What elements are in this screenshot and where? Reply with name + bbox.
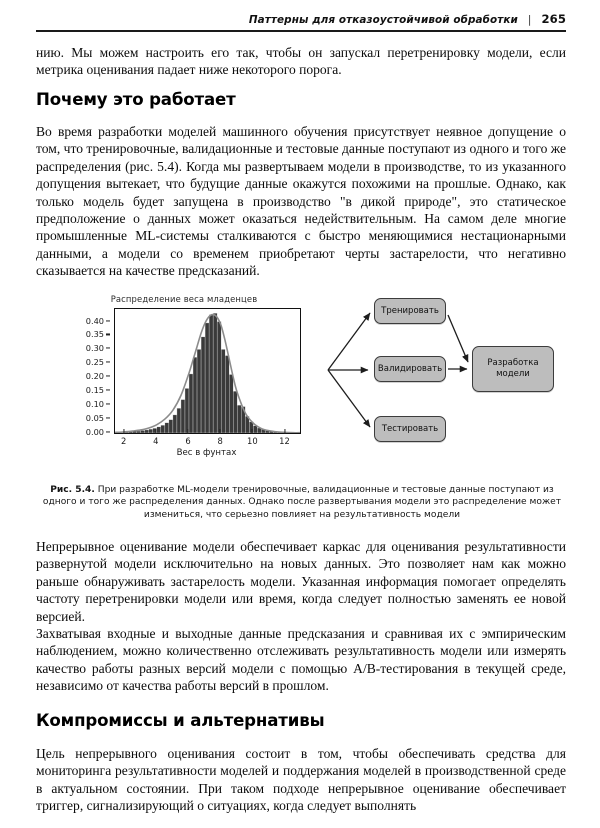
flow-node-train — [374, 298, 446, 324]
flow-node-train-label: Тренировать — [381, 305, 439, 316]
histogram-bar — [213, 313, 217, 433]
flow-node-test — [374, 416, 446, 442]
histogram-bar — [173, 415, 177, 433]
histogram-bar — [181, 400, 185, 433]
chart-x-tick — [220, 429, 221, 434]
histogram-bar — [185, 388, 189, 433]
histogram-bar — [217, 322, 221, 433]
chart-title: Распределение веса младенцев — [110, 294, 258, 304]
chart-x-tick — [252, 429, 253, 434]
figure-caption — [36, 484, 568, 521]
figure-5-4 — [36, 292, 566, 478]
chart-x-tick-label: 4 — [153, 436, 159, 446]
running-head-separator: | — [527, 14, 532, 26]
chart-y-tick-label: 0.25 — [85, 357, 104, 368]
chart-y-tick — [106, 348, 110, 349]
chart-y-tick — [106, 390, 110, 391]
chart-x-axis-title: Вес в фунтах — [176, 448, 237, 458]
flow-node-model-development-label: Разработка модели — [487, 358, 539, 379]
histogram-bar — [197, 349, 201, 433]
chart-y-tick-label: 0.40 — [85, 315, 104, 326]
histogram-bar — [201, 337, 205, 433]
chart-y-tick-label: 0.00 — [85, 427, 104, 437]
paragraph-continued: нию. Мы можем настроить его так, чтобы он запускал перетренировку модели, если метрика оценивания падает ниже некоторого порога. — [36, 45, 566, 78]
chart-y-tick — [106, 431, 110, 432]
histogram-bar — [169, 420, 173, 433]
histogram-bar — [161, 425, 165, 433]
chart-y-tick — [106, 418, 110, 419]
chart-y-tick — [106, 362, 110, 363]
chart-x-tick — [284, 429, 285, 434]
paragraph-after-figure-2: Захватывая входные и выходные данные предсказания и сравнивая их с эмпирическим наблюдением, можно количественно отслеживать результативность модели или измерять качество работы разных версий модели с помощью A/B-тестирования в текущей среде, независимо от качества работы версий в прошлом. — [36, 626, 566, 694]
histogram-bar — [205, 323, 209, 433]
chart-y-tick-label: 0.10 — [85, 399, 104, 410]
histogram-bar — [233, 391, 237, 433]
running-head — [36, 12, 566, 26]
chart-plot-svg — [115, 309, 300, 433]
chart-y-tick-label: 0.15 — [85, 385, 104, 396]
chart-y-tick — [106, 376, 110, 377]
chart-x-tick-label: 6 — [185, 436, 191, 446]
histogram-bar — [165, 423, 169, 433]
histogram-bar — [137, 431, 141, 433]
histogram-bar — [221, 349, 225, 433]
figure-caption-text: При разработке ML-модели тренировочные, валидационные и тестовые данные поступают из одного и того же распределения данных. Однако после развертывания модели это распределение может измениться, что серьезно повлияет на результативность модели — [42, 485, 562, 520]
chart-y-axis-labels — [58, 308, 110, 437]
paragraph-tradeoffs: Цель непрерывного оценивания состоит в том, чтобы обеспечивать средства для мониторинга результативности моделей и поддержания моделей в производственной среде в актуальном состоянии. При таком подходе непрерывное оценивание обеспечивает триггер, сигнализирующий о ситуациях, когда следует выполнять — [36, 746, 566, 814]
chart-baby-weight-distribution — [58, 292, 310, 474]
flow-diagram — [322, 294, 566, 470]
paragraph-why-1: Во время разработки моделей машинного обучения присутствует неявное допущение о том, что тренировочные, валидационные и тестовые данные поступают из одного и того же распределения (рис. 5.4). Когда мы развертываем модели в производстве, то из указанного допущения вытекает, что будущие данные окажутся похожими на прошлые. Однако, как только модель будет запущена в производство "в дикой природе", это статическое предположение о данных может оказаться недействительным. На самом деле многие промышленные ML-системы сталкиваются с быстро меняющимися нестационарными данными, а модели со временем приобретают черты застарелости, что негативно сказывается на качестве предсказаний. — [36, 124, 566, 279]
running-head-title: Паттерны для отказоустойчивой обработки — [248, 14, 518, 26]
histogram-bar — [225, 356, 229, 433]
chart-x-tick-label: 12 — [279, 436, 290, 446]
histogram-bar — [237, 405, 241, 433]
chart-y-tick-label: 0.20 — [85, 371, 104, 382]
histogram-bar — [145, 430, 149, 433]
chart-y-tick-label: 0.35 — [85, 329, 104, 340]
chart-x-tick — [155, 429, 156, 434]
histogram-bar — [157, 427, 161, 433]
chart-y-tick — [106, 320, 110, 321]
histogram-bar — [177, 408, 181, 433]
heading-why-it-works: Почему это работает — [36, 90, 236, 109]
paragraph-after-figure-1: Непрерывное оценивание модели обеспечивает каркас для оценивания результативности развернутой модели исключительно на новых данных. Это позволяет нам как можно раньше обнаруживать застарелость модели. Указанная информация помогает определять частоту перетренировки модели или время, когда следует полностью заменять ее новой версией. — [36, 539, 566, 624]
histogram-bar — [209, 315, 213, 433]
page-number: 265 — [541, 12, 566, 26]
chart-x-tick-label: 2 — [120, 436, 127, 446]
chart-y-tick-label: 0.05 — [85, 413, 104, 424]
chart-x-axis-labels — [114, 434, 299, 448]
chart-x-tick-label: 8 — [217, 436, 223, 446]
histogram-bar — [141, 430, 145, 433]
chart-x-tick — [187, 429, 188, 434]
histogram-bar — [149, 429, 153, 433]
histogram-bar — [229, 374, 233, 433]
flow-node-validate-label: Валидировать — [377, 363, 443, 374]
chart-x-tick-label: 10 — [247, 436, 258, 446]
chart-y-tick — [106, 334, 110, 335]
arrow-to-test — [328, 370, 370, 427]
flow-node-model-development — [472, 346, 554, 392]
chart-plot-area — [114, 308, 301, 434]
arrow-train-to-dev — [448, 315, 468, 362]
chart-y-tick-label: 0.30 — [85, 343, 104, 354]
header-rule — [36, 30, 566, 32]
arrow-to-train — [328, 313, 370, 370]
figure-caption-number: Рис. 5.4. — [50, 485, 95, 495]
histogram-bar — [189, 374, 193, 433]
flow-node-test-label: Тестировать — [381, 423, 439, 434]
heading-tradeoffs: Компромиссы и альтернативы — [36, 711, 325, 730]
histogram-bars — [125, 313, 286, 433]
chart-y-tick — [106, 404, 110, 405]
flow-node-validate — [374, 356, 446, 382]
histogram-bar — [193, 357, 197, 433]
chart-x-tick — [123, 429, 124, 434]
